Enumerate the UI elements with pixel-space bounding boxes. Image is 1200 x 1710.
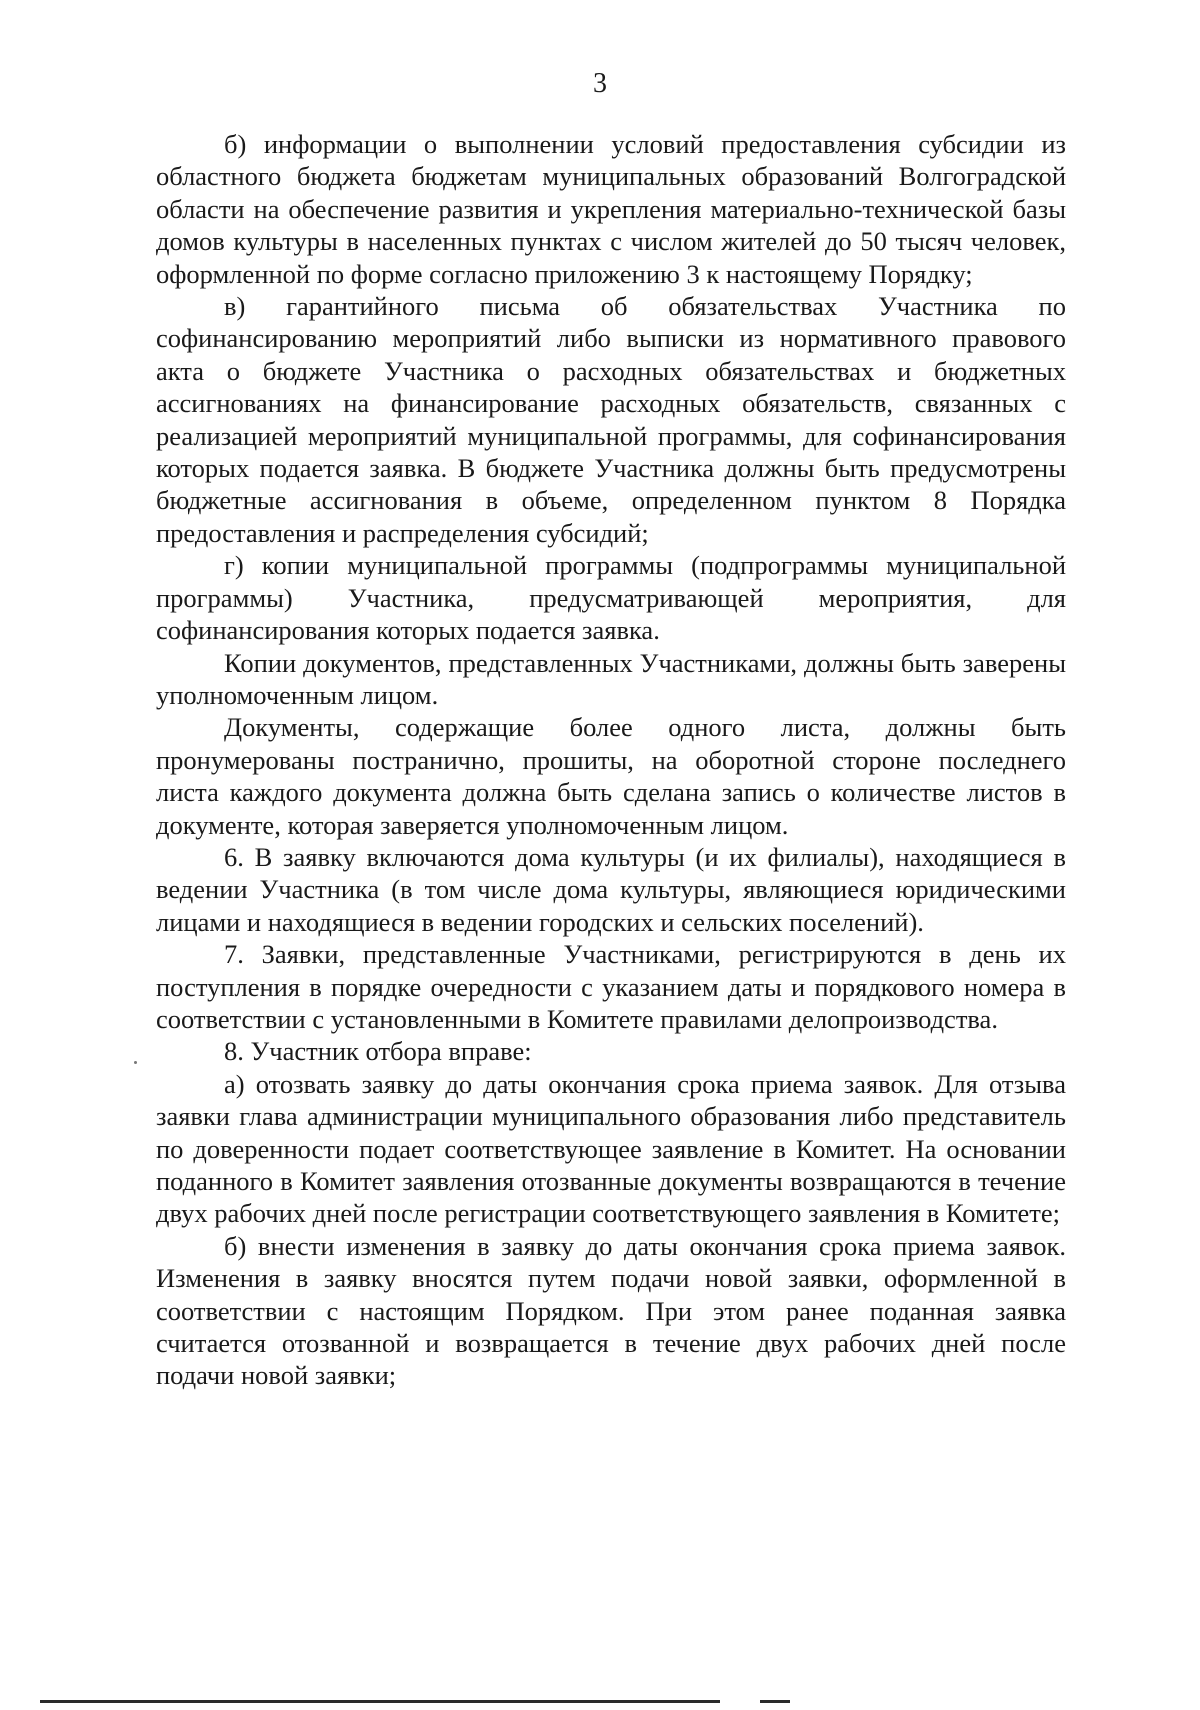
- paragraph-clause-8: 8. Участник отбора вправе:: [224, 1036, 532, 1067]
- page-number: 3: [593, 68, 607, 99]
- scan-speck: [134, 1061, 137, 1064]
- paragraph-item-g-program-copies: г) копии муниципальной программы (подпрограммы муниципальной программы) Участника, предусматривающей мероприятия, для софинансирования которых подается заявка.: [156, 550, 1066, 646]
- paragraph-clause-6: 6. В заявку включаются дома культуры (и их филиалы), находящиеся в ведении Участника (в том числе дома культуры, являющиеся юридическими лицами и находящиеся в ведении городских и сельских поселений).: [156, 841, 1066, 937]
- paragraph-copies-certified: Копии документов, представленных Участниками, должны быть заверены уполномоченным лицом.: [156, 647, 1066, 710]
- paragraph-clause-8-b: б) внести изменения в заявку до даты окончания срока приема заявок. Изменения в заявку вносятся путем подачи новой заявки, оформленной в соответствии с настоящим Порядком. При этом ранее поданная заявка считается отозванной и возвращается в течение двух рабочих дней после подачи новой заявки;: [156, 1230, 1066, 1391]
- scan-edge-line: [40, 1700, 720, 1703]
- document-body: [156, 128, 1066, 1392]
- paragraph-item-v-guarantee: в) гарантийного письма об обязательствах Участника по софинансированию мероприятий либо выписки из нормативного правового акта о бюджете Участника о расходных обязательствах и бюджетных ассигнованиях на финансирование расходных обязательств, связанных с реализацией мероприятий муниципальной программы, для софинансирования которых подается заявка. В бюджете Участника должны быть предусмотрены бюджетные ассигнования в объеме, определенном пунктом 8 Порядка предоставления и распределения субсидий;: [156, 291, 1066, 548]
- scan-edge-line-fragment: [760, 1700, 790, 1703]
- paragraph-clause-7: 7. Заявки, представленные Участниками, регистрируются в день их поступления в порядке очередности с указанием даты и порядкового номера в соответствии с установленными в Комитете правилами делопроизводства.: [156, 939, 1066, 1034]
- paragraph-item-b-info: б) информации о выполнении условий предоставления субсидии из областного бюджета бюджетам муниципальных образований Волгоградской области на обеспечение развития и укрепления материально-технической базы домов культуры в населенных пунктах с числом жителей до 50 тысяч человек, оформленной по форме согласно приложению 3 к настоящему Порядку;: [156, 129, 1066, 289]
- paragraph-documents-numbered: Документы, содержащие более одного листа, должны быть пронумерованы постранично, прошиты, на оборотной стороне последнего листа каждого документа должна быть сделана запись о количестве листов в документе, которая заверяется уполномоченным лицом.: [156, 712, 1066, 840]
- paragraph-clause-8-a: а) отозвать заявку до даты окончания срока приема заявок. Для отзыва заявки глава администрации муниципального образования либо представитель по доверенности подает соответствующее заявление в Комитет. На основании поданного в Комитет заявления отозванные документы возвращаются в течение двух рабочих дней после регистрации соответствующего заявления в Комитете;: [156, 1068, 1066, 1229]
